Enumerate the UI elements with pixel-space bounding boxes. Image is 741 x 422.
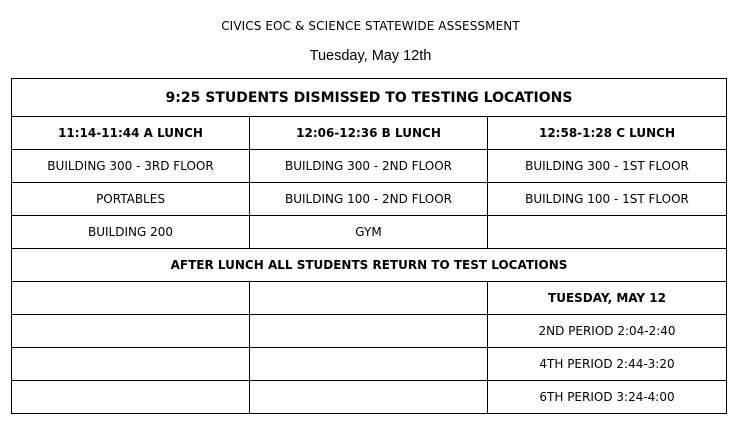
table-cell: GYM: [250, 216, 488, 249]
table-row: [12, 183, 727, 216]
table-cell: PORTABLES: [12, 183, 250, 216]
lunch-header-b: 12:06-12:36 B LUNCH: [250, 117, 488, 150]
table-row: [12, 348, 727, 381]
table-cell: BUILDING 300 - 1ST FLOOR: [488, 150, 727, 183]
table-cell: [12, 282, 250, 315]
table-cell: [250, 315, 488, 348]
table-cell: [250, 282, 488, 315]
table-row: [12, 150, 727, 183]
table-cell: BUILDING 200: [12, 216, 250, 249]
afternoon-heading: TUESDAY, MAY 12: [488, 282, 727, 315]
table-cell: BUILDING 300 - 3RD FLOOR: [12, 150, 250, 183]
table-cell: BUILDING 100 - 2ND FLOOR: [250, 183, 488, 216]
table-row: [12, 249, 727, 282]
lunch-header-c: 12:58-1:28 C LUNCH: [488, 117, 727, 150]
table-cell: [250, 348, 488, 381]
lunch-header-a: 11:14-11:44 A LUNCH: [12, 117, 250, 150]
after-lunch-note: AFTER LUNCH ALL STUDENTS RETURN TO TEST LOCATIONS: [12, 249, 727, 282]
period-cell: 4TH PERIOD 2:44-3:20: [488, 348, 727, 381]
table-cell: BUILDING 300 - 2ND FLOOR: [250, 150, 488, 183]
table-row: [12, 315, 727, 348]
table-row: [12, 216, 727, 249]
table-cell: [250, 381, 488, 414]
table-cell: BUILDING 100 - 1ST FLOOR: [488, 183, 727, 216]
table-cell: [12, 381, 250, 414]
schedule-table: [11, 78, 727, 414]
table-cell: [12, 348, 250, 381]
dismissal-banner: 9:25 STUDENTS DISMISSED TO TESTING LOCATIONS: [12, 79, 727, 117]
table-row: [12, 79, 727, 117]
period-cell: 2ND PERIOD 2:04-2:40: [488, 315, 727, 348]
table-row: [12, 117, 727, 150]
document-date: Tuesday, May 12th: [309, 48, 432, 64]
document-title: CIVICS EOC & SCIENCE STATEWIDE ASSESSMENT: [221, 19, 520, 33]
table-cell: [488, 216, 727, 249]
table-cell: [12, 315, 250, 348]
table-row: [12, 282, 727, 315]
period-cell: 6TH PERIOD 3:24-4:00: [488, 381, 727, 414]
table-row: [12, 381, 727, 414]
